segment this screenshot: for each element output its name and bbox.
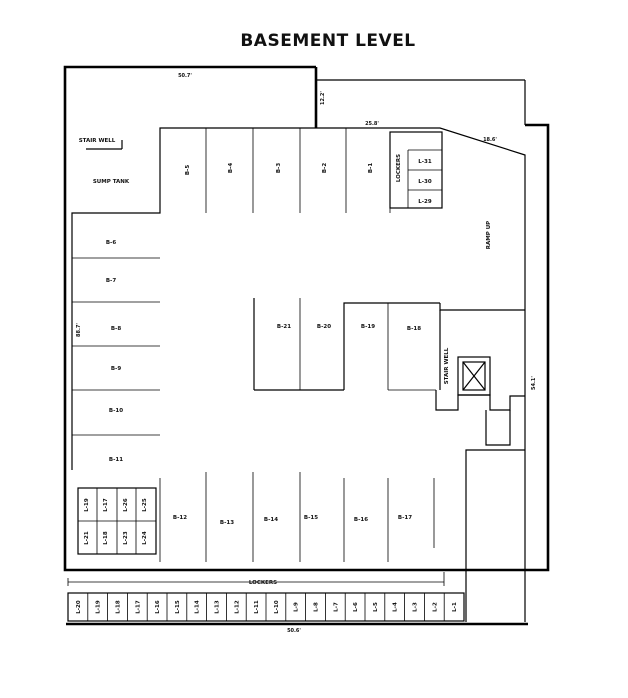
lockers-bottom-label: LOCKERS	[248, 580, 278, 586]
locker-l26: L-26	[123, 498, 129, 512]
space-b19: B-19	[360, 324, 376, 330]
space-b12: B-12	[172, 515, 188, 521]
locker-l-12: L-12	[234, 600, 241, 614]
space-b20: B-20	[316, 324, 332, 330]
locker-l-15: L-15	[174, 600, 181, 614]
locker-l-19: L-19	[95, 600, 102, 614]
locker-l-1: L-1	[452, 602, 459, 612]
locker-l-13: L-13	[214, 600, 221, 614]
space-b11: B-11	[108, 457, 124, 463]
locker-l-9: L-9	[293, 602, 300, 612]
space-b9: B-9	[110, 366, 122, 372]
locker-l21: L-21	[84, 531, 90, 545]
locker-l-11: L-11	[254, 600, 261, 614]
dimension-bottom: 50.6'	[287, 628, 301, 634]
locker-l-7: L-7	[333, 602, 340, 612]
space-b14: B-14	[263, 517, 279, 523]
dimension-left: 88.7'	[76, 323, 82, 337]
locker-l18-left: L-18	[103, 531, 109, 545]
space-b3: B-3	[276, 162, 282, 174]
locker-l23: L-23	[123, 531, 129, 545]
ramp-up-label: RAMP UP	[486, 220, 492, 250]
space-b1: B-1	[368, 162, 374, 174]
locker-l-18: L-18	[115, 600, 122, 614]
locker-l-17: L-17	[135, 600, 142, 614]
space-b2: B-2	[322, 162, 328, 174]
dimension-notch: 12.2'	[320, 91, 326, 105]
locker-l-5: L-5	[372, 602, 379, 612]
space-b10: B-10	[108, 408, 124, 414]
center-spaces	[254, 298, 440, 390]
space-b18: B-18	[406, 326, 422, 332]
right-storage	[466, 450, 525, 622]
dimension-mid: 25.8'	[365, 121, 379, 127]
stair-well-top	[79, 138, 122, 149]
space-b17: B-17	[397, 515, 413, 521]
locker-l-16: L-16	[155, 600, 162, 614]
space-b7: B-7	[105, 278, 117, 284]
lockers-bottom-strip	[66, 572, 528, 624]
space-b21: B-21	[276, 324, 292, 330]
locker-l-10: L-10	[273, 600, 280, 614]
bottom-locker-cells	[76, 593, 458, 621]
lockers-vertical-label: LOCKERS	[396, 153, 402, 183]
space-b4: B-4	[228, 162, 234, 174]
locker-l25: L-25	[142, 498, 148, 512]
locker-l-4: L-4	[392, 602, 399, 612]
locker-l24: L-24	[142, 531, 148, 545]
space-b13: B-13	[219, 520, 235, 526]
stair-well-label: STAIR WELL	[444, 347, 450, 385]
bottom-spaces	[160, 472, 434, 562]
plan-title: BASEMENT LEVEL	[240, 31, 416, 51]
locker-l-3: L-3	[412, 602, 419, 612]
locker-l30: L-30	[418, 179, 432, 185]
locker-l-8: L-8	[313, 602, 320, 612]
locker-l-20: L-20	[75, 600, 82, 614]
stair-well-top-label: STAIR WELL	[78, 138, 116, 144]
sump-tank-label: SUMP TANK	[92, 179, 130, 185]
locker-l19-top: L-19	[84, 498, 90, 512]
locker-l-6: L-6	[353, 602, 360, 612]
space-b15: B-15	[303, 515, 319, 521]
space-b16: B-16	[353, 517, 369, 523]
dimension-top: 50.7'	[178, 73, 192, 79]
dimension-right: 54.1'	[531, 376, 537, 390]
space-b5: B-5	[185, 164, 191, 176]
space-b8: B-8	[110, 326, 122, 332]
locker-l-14: L-14	[194, 600, 201, 614]
garage-walls	[72, 128, 525, 470]
locker-l31: L-31	[418, 159, 432, 165]
locker-l17-top: L-17	[103, 498, 109, 512]
dimension-diagonal: 18.6'	[483, 137, 497, 143]
outer-walls	[65, 67, 548, 570]
locker-l-2: L-2	[432, 602, 439, 612]
locker-l29: L-29	[418, 199, 432, 205]
space-b6: B-6	[105, 240, 117, 246]
